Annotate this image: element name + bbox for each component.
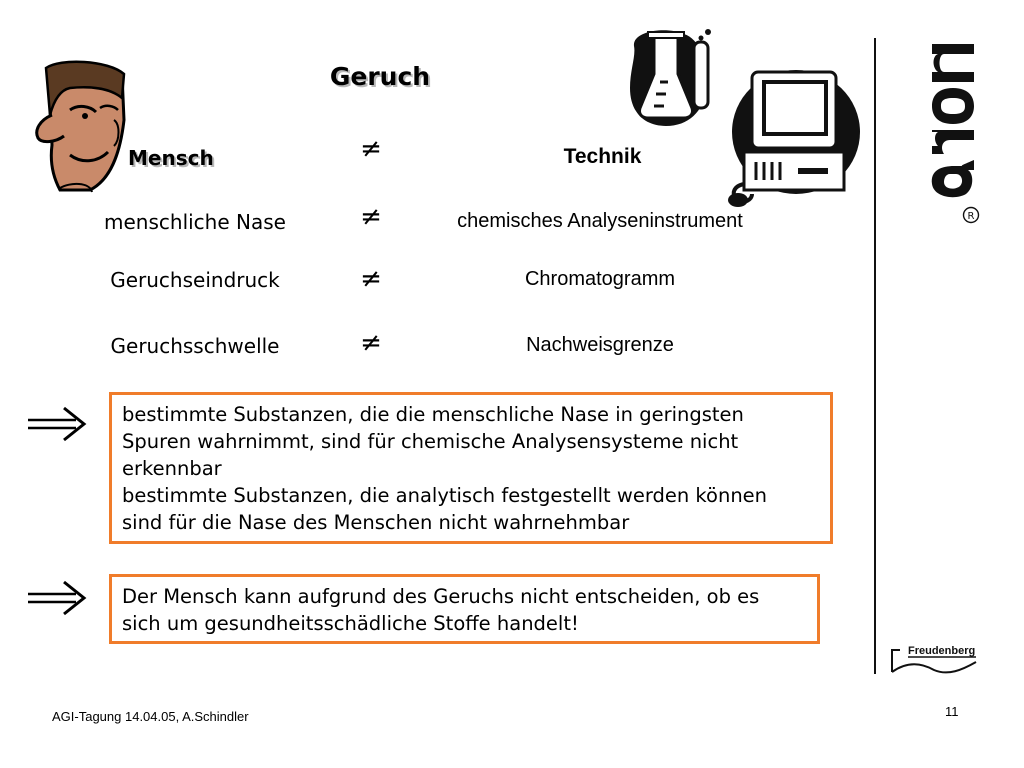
not-equal-sign: ≠ xyxy=(360,264,382,294)
conclusion-2-line-1: Der Mensch kann aufgrund des Geruchs nicht entscheiden, ob es xyxy=(122,585,760,608)
term-left-2: Geruchseindruck xyxy=(110,268,280,292)
conclusion-1-line-4: bestimmte Substanzen, die analytisch festgestellt werden können xyxy=(122,484,768,507)
not-equal-sign: ≠ xyxy=(360,328,382,358)
svg-text:Freudenberg: Freudenberg xyxy=(908,645,976,657)
conclusion-box-2 xyxy=(109,574,820,644)
double-arrow-right-icon xyxy=(24,578,90,618)
nora-logo xyxy=(930,42,976,202)
term-left-1: menschliche Nase xyxy=(104,210,286,234)
freudenberg-logo xyxy=(890,640,978,674)
conclusion-1-line-2: Spuren wahrnimmt, sind für chemische Analysensysteme nicht xyxy=(122,430,739,453)
page-number: 11 xyxy=(945,704,959,719)
double-arrow-right-icon xyxy=(24,404,90,444)
cartoon-man-icon xyxy=(30,60,130,195)
term-left-3: Geruchsschwelle xyxy=(110,334,280,358)
term-right-3: Nachweisgrenze xyxy=(526,334,674,356)
vertical-divider xyxy=(874,38,876,674)
conclusion-box-1 xyxy=(109,392,833,544)
not-equal-sign: ≠ xyxy=(360,134,382,164)
footer-text: AGI-Tagung 14.04.05, A.Schindler xyxy=(52,709,249,724)
computer-icon xyxy=(724,64,864,214)
registered-trademark-icon xyxy=(962,206,980,224)
conclusion-1-line-3: erkennbar xyxy=(122,457,222,480)
svg-text:R: R xyxy=(967,211,975,222)
header-technik: Technik xyxy=(563,145,642,168)
conclusion-1-line-5: sind für die Nase des Menschen nicht wahrnehmbar xyxy=(122,511,630,534)
not-equal-sign: ≠ xyxy=(360,202,382,232)
laboratory-flask-icon xyxy=(626,26,726,130)
header-mensch: Mensch xyxy=(128,146,214,170)
term-right-1: chemisches Analyseninstrument xyxy=(457,210,743,232)
term-right-2: Chromatogramm xyxy=(524,268,676,290)
conclusion-2-line-2: sich um gesundheitsschädliche Stoffe handelt! xyxy=(122,612,579,635)
slide-title: Geruch xyxy=(329,62,431,91)
conclusion-1-line-1: bestimmte Substanzen, die die menschliche Nase in geringsten xyxy=(122,403,744,426)
